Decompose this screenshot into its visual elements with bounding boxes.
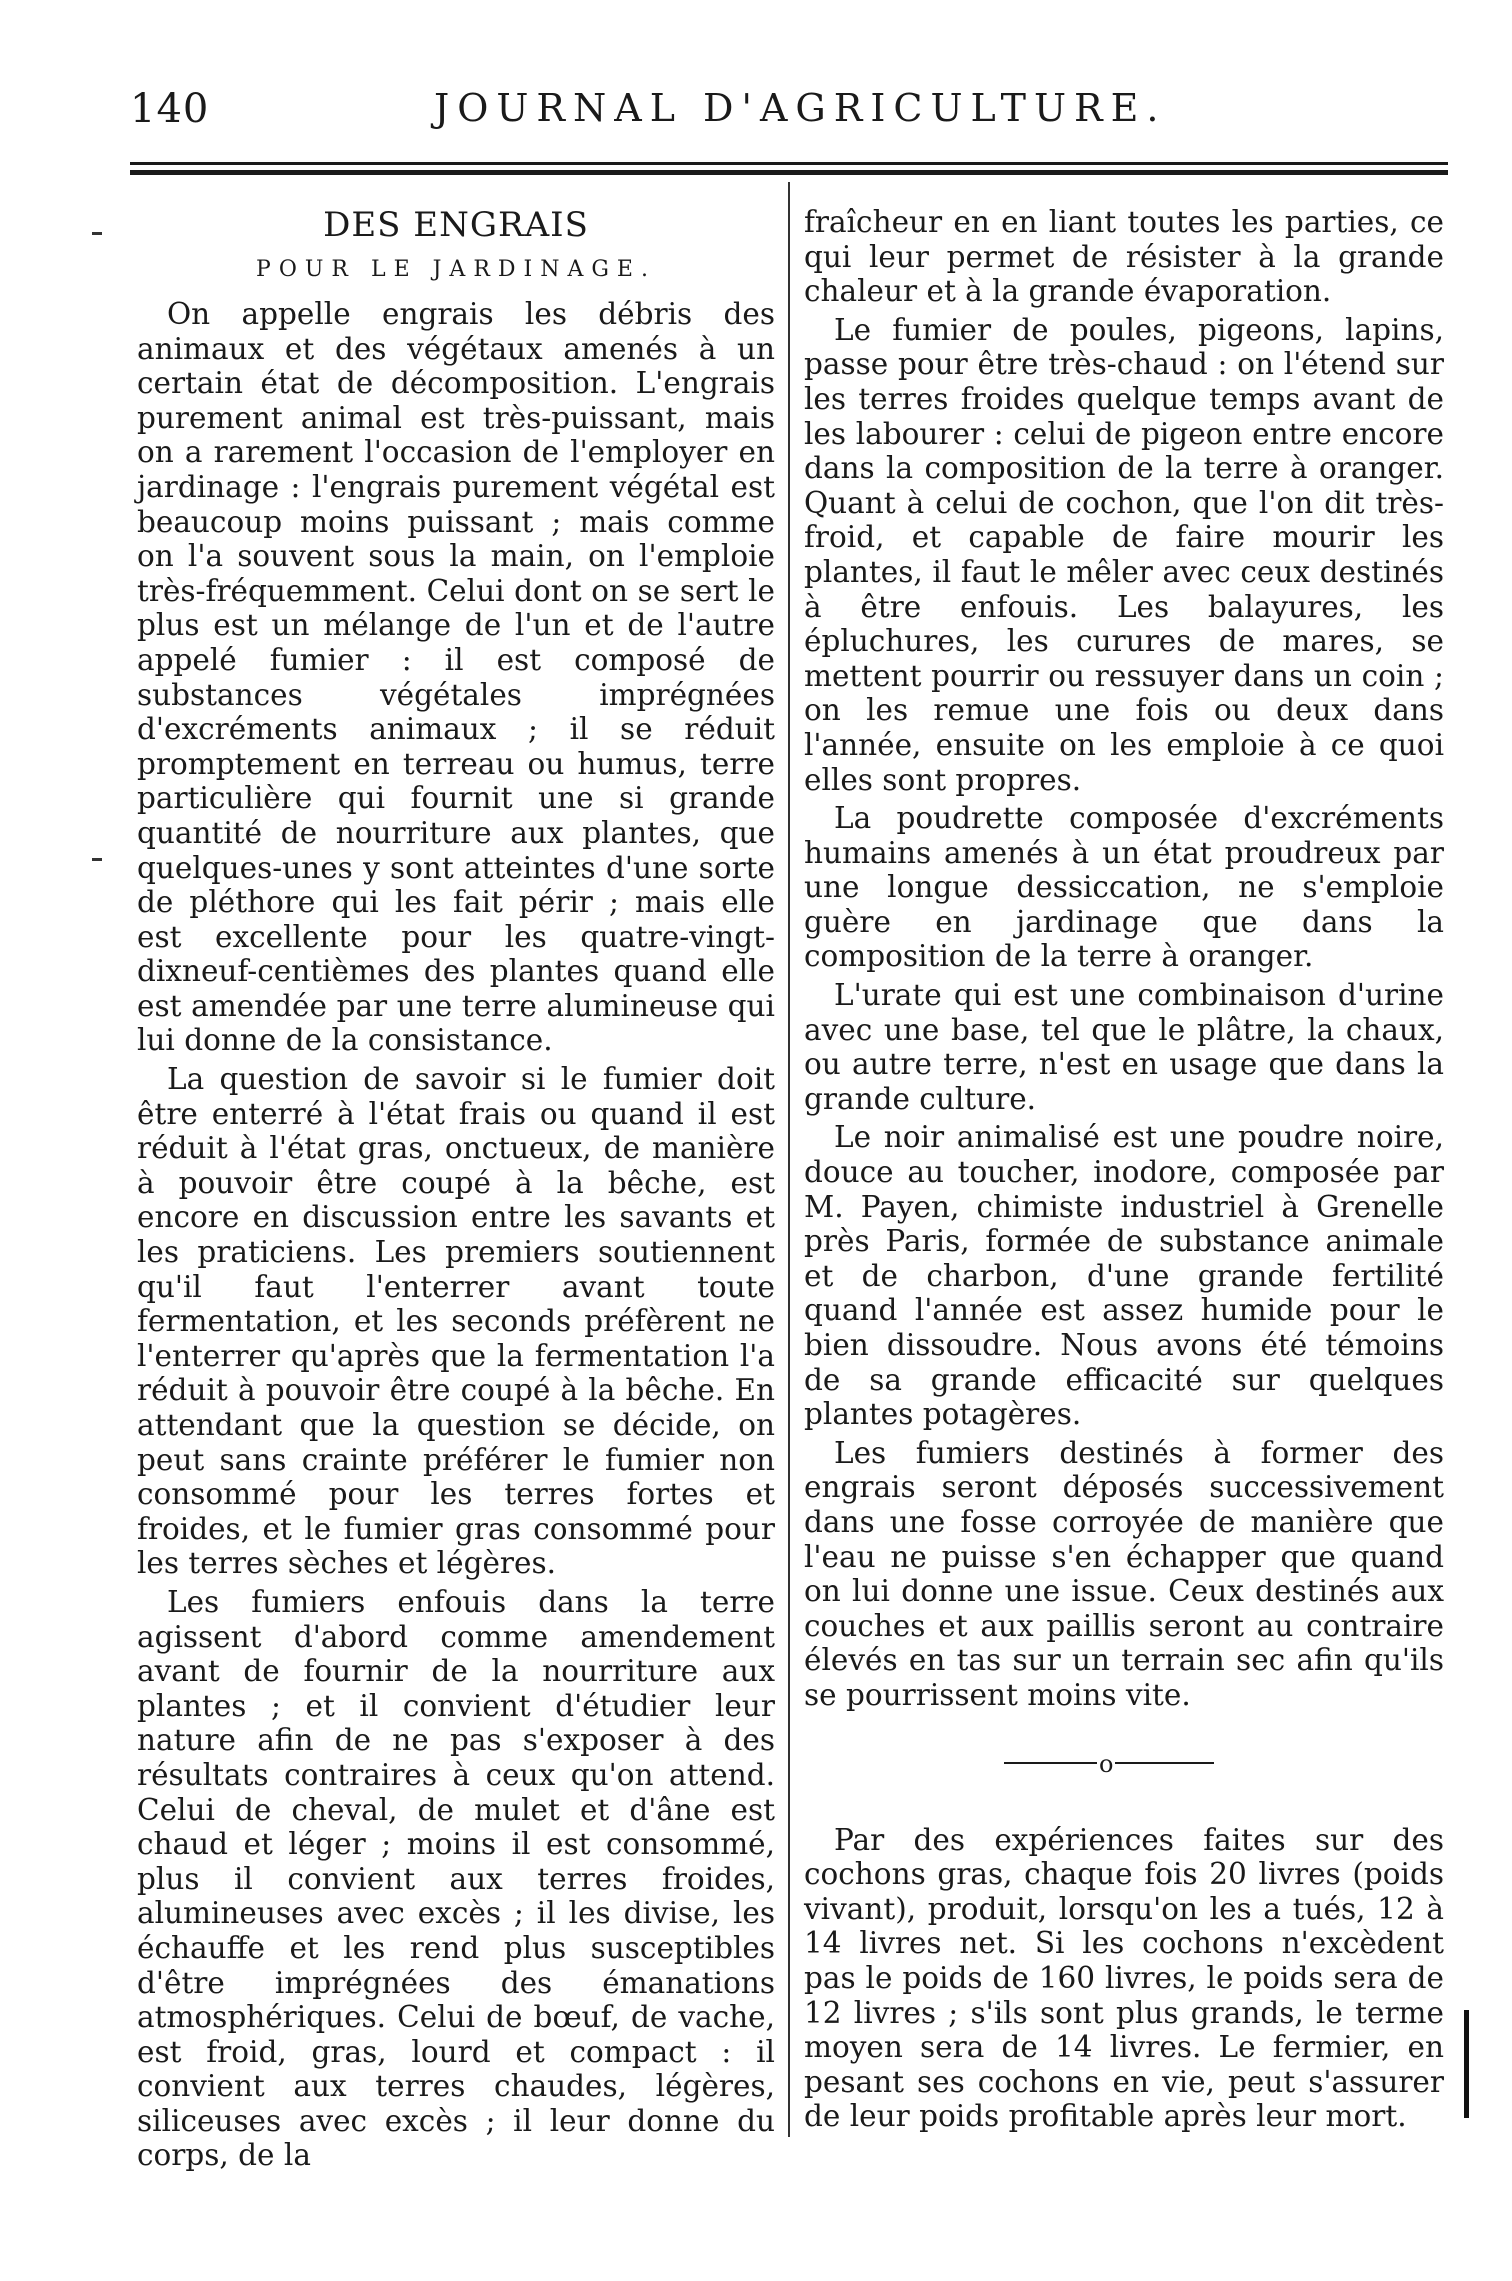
page-number: 140 [130, 86, 210, 132]
paragraph: Les fumiers enfouis dans la terre agissent d'abord comme amendement avant de fournir de la nourriture aux plantes ; et il convient d'étudier leur nature afin de ne pas s'exposer à des résultats contraires à ceux qu'on attend. Celui de cheval, de mulet et d'âne est chaud et léger ; moins il est consommé, plus il convient aux terres froides, alumineuses avec excès ; il les divise, les échauffe et les rend plus susceptibles d'être imprégnées des émanations atmosphériques. Celui de bœuf, de vache, est froid, gras, lourd et compact : il convient aux terres chaudes, légères, siliceuses avec excès ; il leur donne du corps, de la [137, 1584, 775, 2173]
paragraph: La poudrette composée d'excréments humains amenés à un état proudreux par une longue dessiccation, ne s'emploie guère en jardinage que dans la composition de la terre à oranger. [804, 801, 1444, 974]
margin-bar [1464, 2010, 1469, 2118]
note-paragraph: Par des expériences faites sur des cochons gras, chaque fois 20 livres (poids vivant), produit, lorsqu'on les a tués, 12 à 14 livres net. Si les cochons n'excèdent pas le poids de 160 livres, le poids sera de 12 livres ; s'ils sont plus grands, le terme moyen sera de 14 livres. Le fermier, en pesant ses cochons en vie, peut s'assurer de leur poids profitable après leur mort. [804, 1822, 1444, 2134]
header-rule [130, 162, 1448, 165]
paragraph: L'urate qui est une combinaison d'urine avec une base, tel que le plâtre, la chaux, ou autre terre, n'est en usage que dans la grande culture. [804, 978, 1444, 1116]
section-separator [804, 1743, 1444, 1783]
column-divider [788, 182, 790, 2137]
paragraph-continued: fraîcheur en en liant toutes les parties, ce qui leur permet de résister à la grande chaleur et à la grande évaporation. [804, 205, 1444, 309]
paragraph: Les fumiers destinés à former des engrais seront déposés successivement dans une fosse corroyée de manière que l'eau ne puisse s'en échapper que quand on lui donne une issue. Ceux destinés aux couches et aux paillis seront au contraire élevés en tas sur un terrain sec afin qu'ils se pourrissent moins vite. [804, 1435, 1444, 1712]
page-header [122, 82, 1450, 142]
margin-mark [92, 858, 102, 861]
margin-mark [92, 232, 102, 235]
left-column [137, 205, 775, 2177]
separator-symbol: o [1097, 1747, 1115, 1782]
header-rule-thick [130, 170, 1448, 175]
paragraph: La question de savoir si le fumier doit être enterré à l'état frais ou quand il est réduit à l'état gras, onctueux, de manière à pouvoir être coupé à la bêche, est encore en discussion entre les savants et les praticiens. Les premiers soutiennent qu'il faut l'enterrer avant toute fermentation, et les seconds préfèrent ne l'enterrer qu'après que la fermentation l'a réduit à pouvoir être coupé à la bêche. En attendant que la question se décide, on peut sans crainte préférer le fumier non consommé pour les terres fortes et froides, et le fumier gras consommé pour les terres sèches et légères. [137, 1062, 775, 1581]
paragraph: On appelle engrais les débris des animaux et des végétaux amenés à un certain état de décomposition. L'engrais purement animal est très-puissant, mais on a rarement l'occasion de l'employer en jardinage : l'engrais purement végétal est beaucoup moins puissant ; mais comme on l'a souvent sous la main, on l'emploie très-fréquemment. Celui dont on se sert le plus est un mélange de l'un et de l'autre appelé fumier : il est composé de substances végétales imprégnées d'excréments animaux ; il se réduit promptement en terreau ou humus, terre particulière qui fournit une si grande quantité de nourriture aux plantes, que quelques-unes y sont atteintes d'une sorte de pléthore qui les fait périr ; mais elle est excellente pour les quatre-vingt-dixneuf-centièmes des plantes quand elle est amendée par une terre alumineuse qui lui donne de la consistance. [137, 297, 775, 1058]
article-title: DES ENGRAIS [323, 205, 589, 245]
running-head: JOURNAL D'AGRICULTURE. [434, 86, 1167, 130]
paragraph: Le noir animalisé est une poudre noire, douce au toucher, inodore, composée par M. Payen, chimiste industriel à Grenelle près Paris, formée de substance animale et de charbon, d'une grande fertilité quand l'année est assez humide pour le bien dissoudre. Nous avons été témoins de sa grande efficacité sur quelques plantes potagères. [804, 1120, 1444, 1432]
paragraph: Le fumier de poules, pigeons, lapins, passe pour être très-chaud : on l'étend sur les terres froides quelque temps avant de les labourer : celui de pigeon entre encore dans la composition de la terre à oranger. Quant à celui de cochon, que l'on dit très-froid, et capable de faire mourir les plantes, il faut le mêler avec ceux destinés à être enfouis. Les balayures, les épluchures, les curures de mares, se mettent pourrir ou ressuyer dans un coin ; on les remue une fois ou deux dans l'année, ensuite on les emploie à ce quoi elles sont propres. [804, 312, 1444, 797]
article-subtitle: POUR LE JARDINAGE. [256, 257, 656, 282]
right-column [804, 205, 1444, 2138]
